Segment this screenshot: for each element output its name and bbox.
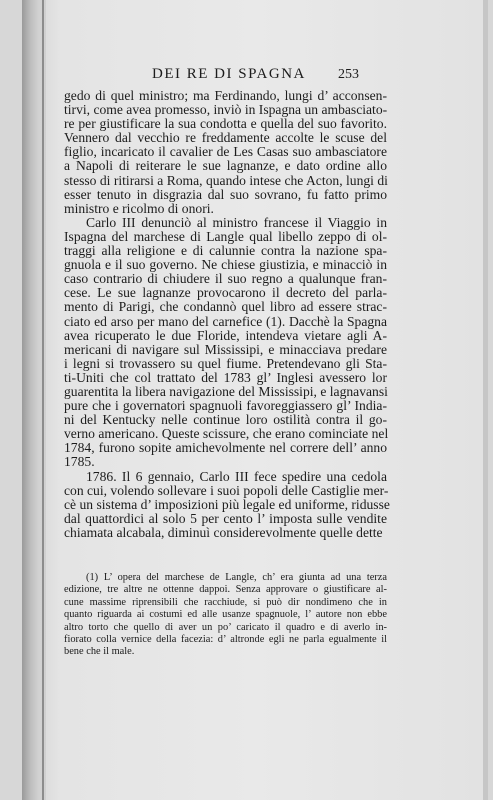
text-line: gedo di quel ministro; ma Ferdinando, lungi d’ acconsen- (64, 88, 387, 103)
text-line: mento di Parigi, che condannò quel libro ad essere strac- (64, 299, 387, 315)
text-line: chiamata alcabala, diminuì considerevolmente quelle dette (64, 524, 383, 540)
page-number: 253 (338, 67, 359, 82)
text-line: a Napoli di reiterare le sue lagnanze, e dato ordine allo (64, 158, 387, 174)
main-text (64, 88, 390, 540)
text-line: 1786. Il 6 gennaio, Carlo III fece spedire una cedola (86, 468, 387, 484)
text-line: cè un sistema d’ imposizioni più legale ed uniforme, ridusse (64, 496, 390, 512)
text-line: dal quattordici al solo 5 per cento l’ imposta sulle vendite (64, 510, 387, 526)
text-line: ni del Kentucky nelle continue loro ostilità contra il go- (64, 412, 387, 428)
footnote-line: (1) L’ opera del marchese de Langle, ch’ era giunta ad una terza (86, 572, 387, 583)
footnote-line: quanto riguarda ai costumi ed alle usanze spagnuole, l’ autore non ebbe (64, 609, 387, 621)
text-line: i legni si trovassero su quel fiume. Pretendevano gli Sta- (64, 355, 387, 371)
footnote-block (64, 572, 387, 659)
text-line: 1784, furono sopite amichevolmente nel correre dell’ anno (64, 440, 387, 456)
gutter-edge (42, 0, 44, 800)
text-line: Carlo III denunciò al ministro francese il Viaggio in (86, 214, 387, 230)
footnote-line: bene che il male. (64, 646, 135, 658)
text-line: ciato ed arso per mano del carnefice (1). Dacchè la Spagna (64, 313, 387, 329)
text-line: re per giustificare la sua condotta e quella del suo favorito. (64, 116, 387, 132)
text-line: caso contrario di chiudere il suo regno a qualunque fran- (64, 271, 387, 287)
footnote-line: altro torto che quello di aver un po’ caricato il quadro e di averlo in- (64, 621, 387, 633)
footnote-line: fiorato colla vernice della facezia: d’ altronde egli ne parla egualmente il (64, 633, 387, 645)
text-line: gnuola e il suo governo. Ne chiese giustizia, e minacciò in (64, 257, 387, 273)
text-line: ti-Uniti che col trattato del 1783 gl’ Inglesi avessero lor (64, 369, 387, 385)
text-line: pure che i governatori spagnuoli favoreggiassero gl’ India- (64, 398, 387, 414)
page-header (0, 66, 493, 86)
text-line: stesso di ritirarsi a Roma, quando intese che Acton, lungi di (64, 172, 388, 188)
text-line: Ispagna del marchese di Langle qual libello zeppo di ol- (64, 228, 387, 244)
footnote-line: cune massime riprensibili che racchiude, si può dir nondimeno che in (64, 596, 387, 608)
text-line: tirvi, come avea promesso, inviò in Ispagna un ambasciato- (64, 102, 388, 118)
text-line: avea ricuperato le due Floride, intendeva vietare agli A- (64, 327, 387, 343)
running-title: DEI RE DI SPAGNA (152, 66, 306, 82)
page-edge (483, 0, 488, 800)
text-line: traggi alla religione e di calunnie contra la nazione spa- (64, 243, 387, 259)
text-line: esser tenuto in disgrazia dal suo sovrano, fu fatto primo (64, 186, 387, 202)
text-line: verno americano. Queste scissure, che erano cominciate nel (64, 426, 389, 442)
footnote-line: edizione, tre altre ne ottenne dappoi. Senza approvare o giustificare al- (64, 584, 387, 596)
text-line: figlio, incaricato il cavalier de Les Casas suo ambasciatore (64, 144, 387, 160)
text-line: mericani di navigare sul Mississipi, e minacciava predare (64, 341, 387, 357)
text-line: con cui, volendo sollevare i suoi popoli delle Castiglie mer- (64, 482, 389, 498)
text-line: 1785. (64, 454, 95, 470)
text-line: guarentita la libera navigazione del Mississipi, e lagnavansi (64, 383, 388, 399)
text-line: ministro e ricolmo di onori. (64, 200, 214, 216)
text-line: cese. Le sue lagnanze provocarono il decreto del parla- (64, 285, 387, 301)
text-line: Vennero dal vecchio re freddamente accolte le scuse del (64, 130, 387, 146)
